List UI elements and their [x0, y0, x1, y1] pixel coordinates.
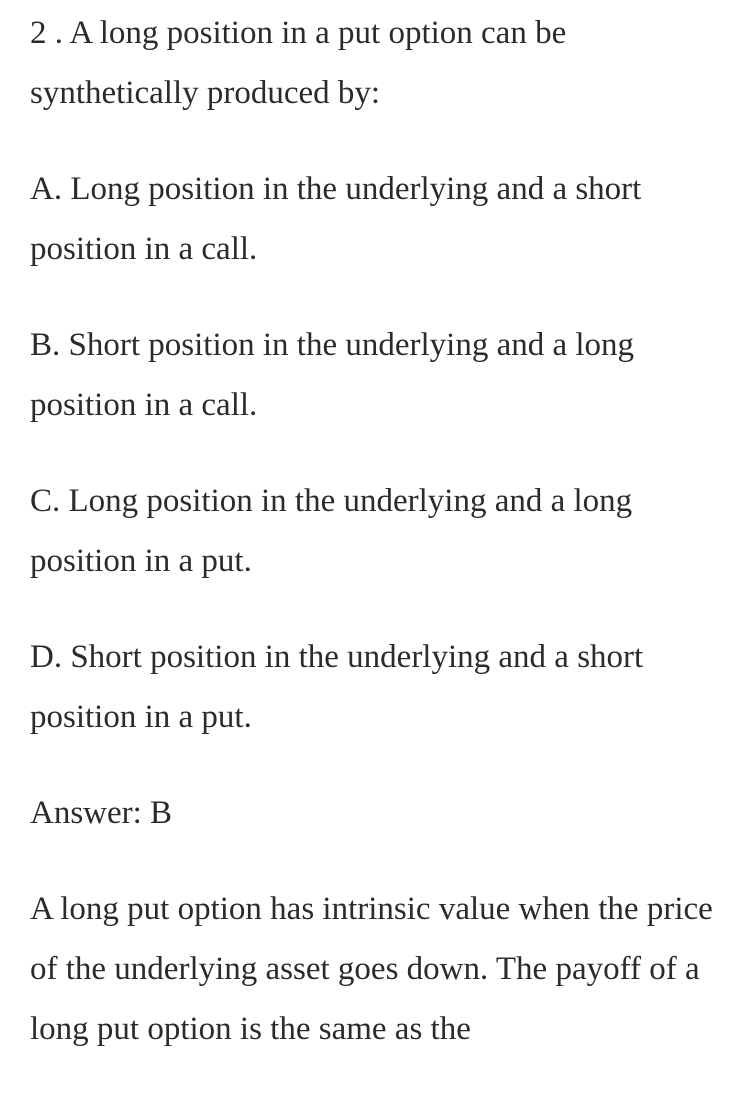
option-a: A. Long position in the underlying and a short position in a call.	[30, 171, 642, 267]
option-c: C. Long position in the underlying and a long position in a put.	[30, 483, 633, 579]
option-b: B. Short position in the underlying and a long position in a call.	[30, 327, 635, 423]
explanation-text: A long put option has intrinsic value when the price of the underlying asset goes down. The payoff of a long put option is the same as the	[30, 891, 713, 1047]
document-body	[30, 3, 730, 1095]
answer-text: Answer: B	[30, 795, 173, 831]
option-d: D. Short position in the underlying and a short position in a put.	[30, 639, 644, 735]
question-text: 2 . A long position in a put option can be synthetically produced by:	[30, 15, 567, 111]
